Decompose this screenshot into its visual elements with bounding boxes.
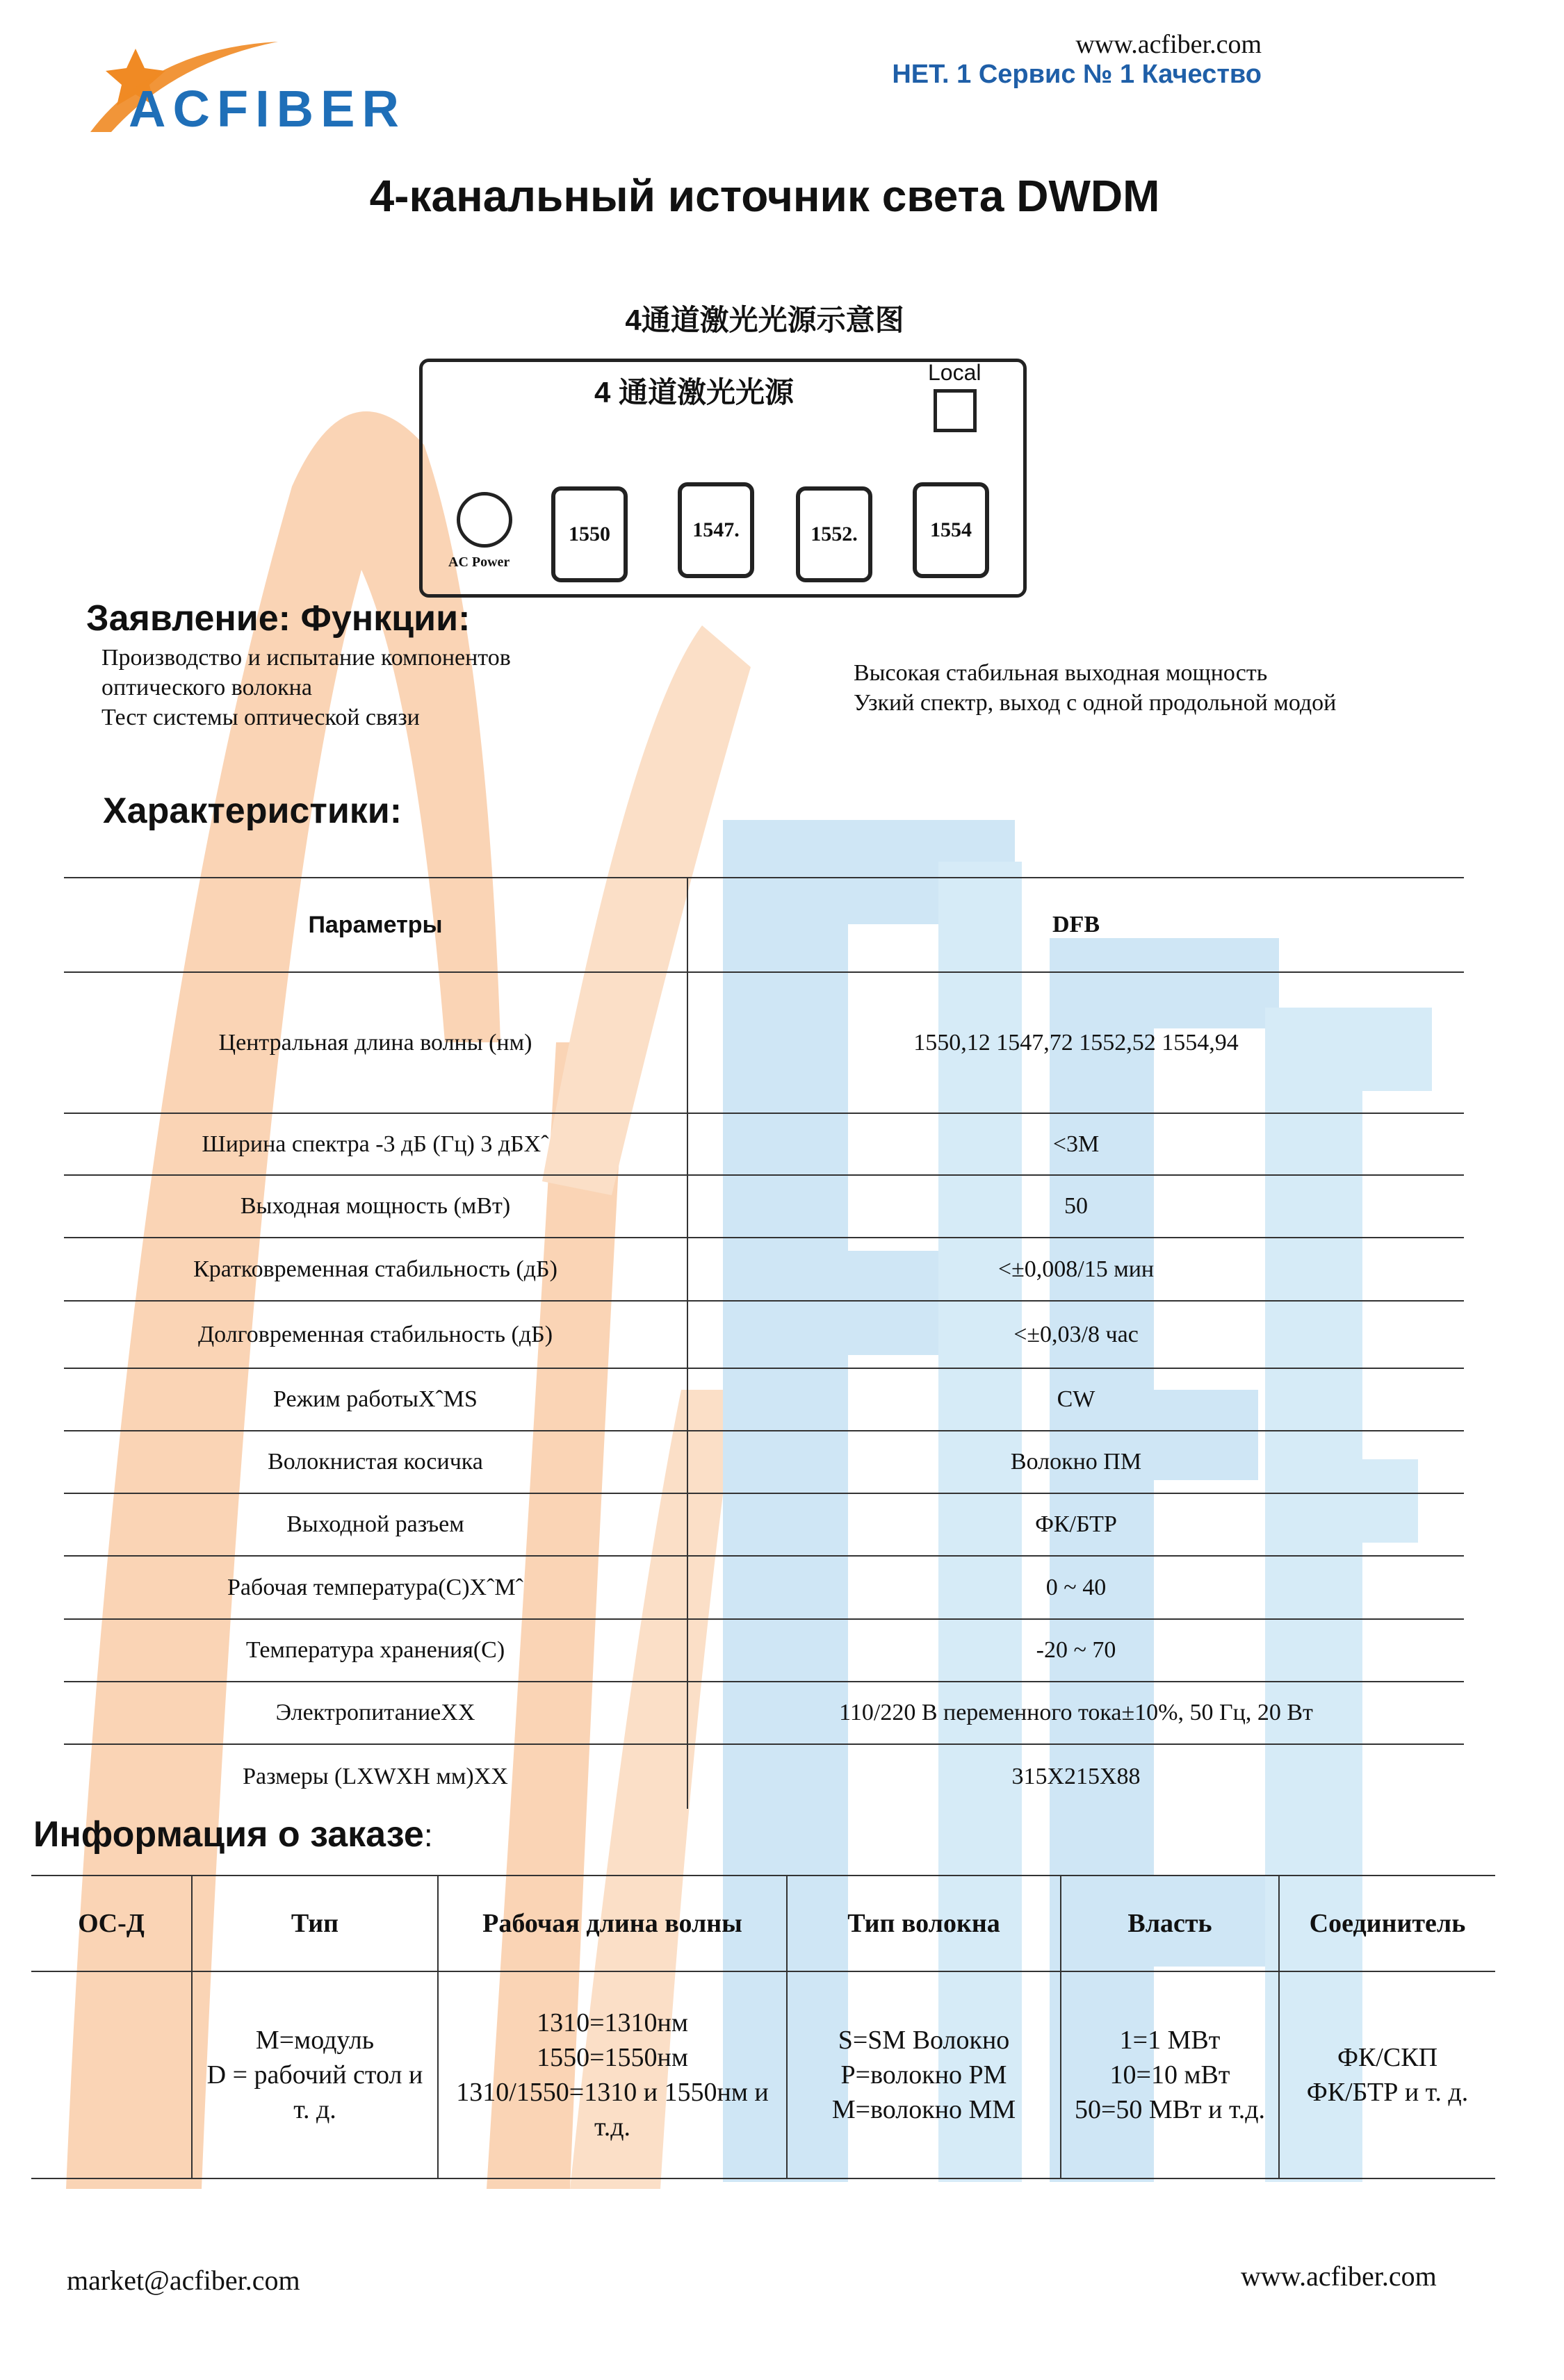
channel-key-1554: 1554 [913, 482, 989, 578]
functions-list-right [854, 658, 1336, 718]
table-row [64, 1619, 1464, 1682]
ordering-table [31, 1875, 1495, 2179]
diagram-caption: 4通道激光光源示意图 [625, 304, 904, 336]
header-url[interactable]: www.acfiber.com [1075, 30, 1262, 59]
order-col-header: OC-Д [31, 1876, 192, 1971]
order-col-header: Тип волокна [787, 1876, 1061, 1971]
spec-param: Выходной разъем [64, 1493, 687, 1556]
footer-email[interactable]: market@acfiber.com [67, 2265, 300, 2296]
spec-value: Волокно ПМ [687, 1431, 1464, 1493]
spec-param: Рабочая температура(C)XˆMˆ [64, 1556, 687, 1619]
table-row [64, 1682, 1464, 1744]
local-indicator [934, 389, 977, 432]
table-row [64, 972, 1464, 1113]
logo-text: ACFIBER [129, 80, 406, 138]
table-row [64, 1238, 1464, 1301]
order-cell: 1310=1310нм 1550=1550нм 1310/1550=1310 и 1550нм и т.д. [438, 1971, 787, 2178]
order-cell: ФК/СКП ФК/БТР и т. д. [1279, 1971, 1495, 2178]
spec-header-row [64, 878, 1464, 972]
table-row [64, 1556, 1464, 1619]
characteristics-heading: Характеристики: [103, 791, 402, 831]
spec-param: Долговременная стабильность (дБ) [64, 1301, 687, 1368]
spec-value: 0 ~ 40 [687, 1556, 1464, 1619]
spec-param: Волокнистая косичка [64, 1431, 687, 1493]
order-cell: S=SM Волокно P=волокно PM M=волокно MM [787, 1971, 1061, 2178]
order-col-header: Рабочая длина волны [438, 1876, 787, 1971]
header-slogan: НЕТ. 1 Сервис № 1 Качество [892, 60, 1262, 89]
statement-heading: Заявление: Функции: [86, 598, 471, 639]
order-col-header: Власть [1061, 1876, 1279, 1971]
spec-value: 110/220 В переменного тока±10%, 50 Гц, 20 Вт [687, 1682, 1464, 1744]
channel-key-1552: 1552. [796, 486, 872, 582]
table-row [64, 1113, 1464, 1175]
table-row [64, 1493, 1464, 1556]
functions-list-left [101, 643, 511, 732]
spec-param: ЭлектропитаниеXX [64, 1682, 687, 1744]
table-row [64, 1175, 1464, 1238]
power-label: AC Power [448, 555, 510, 570]
power-button-icon [457, 492, 512, 548]
order-col-header: Соединитель [1279, 1876, 1495, 1971]
company-logo [70, 35, 431, 139]
spec-header-value: DFB [687, 878, 1464, 972]
spec-value: CW [687, 1368, 1464, 1431]
function-item: Тест системы оптической связи [101, 705, 420, 730]
spec-header-param: Параметры [64, 878, 687, 972]
device-title: 4 通道激光光源 [594, 376, 795, 409]
table-row [64, 1368, 1464, 1431]
spec-param: Температура хранения(C) [64, 1619, 687, 1682]
table-row [31, 1971, 1495, 2178]
function-item: Узкий спектр, выход с одной продольной модой [854, 690, 1337, 716]
channel-key-1547: 1547. [678, 482, 754, 578]
spec-value: -20 ~ 70 [687, 1619, 1464, 1682]
spec-value: 50 [687, 1175, 1464, 1238]
spec-value: <±0,008/15 мин [687, 1238, 1464, 1301]
spec-param: Ширина спектра -3 дБ (Гц) 3 дБXˆ [64, 1113, 687, 1175]
table-row [64, 1431, 1464, 1493]
footer-url[interactable]: www.acfiber.com [1241, 2260, 1437, 2292]
spec-value: <±0,03/8 час [687, 1301, 1464, 1368]
channel-key-1550: 1550 [551, 486, 628, 582]
order-cell: M=модуль D = рабочий стол и т. д. [192, 1971, 438, 2178]
order-cell: 1=1 MBт 10=10 мВт 50=50 MBт и т.д. [1061, 1971, 1279, 2178]
ordering-heading-text: Информация о заказе [33, 1814, 424, 1855]
order-cell [31, 1971, 192, 2178]
order-col-header: Тип [192, 1876, 438, 1971]
page-title: 4-канальный источник света DWDM [369, 171, 1160, 221]
local-label: Local [928, 360, 981, 385]
spec-value: ФК/БТР [687, 1493, 1464, 1556]
spec-param: Центральная длина волны (нм) [64, 972, 687, 1113]
table-row [64, 1744, 1464, 1809]
spec-param: Кратковременная стабильность (дБ) [64, 1238, 687, 1301]
table-row [64, 1301, 1464, 1368]
spec-param: Размеры (LXWXH мм)XX [64, 1744, 687, 1809]
function-item: оптического волокна [101, 675, 312, 700]
function-item: Производство и испытание компонентов [101, 645, 511, 671]
ordering-heading [33, 1814, 433, 1855]
spec-param: Режим работыXˆMS [64, 1368, 687, 1431]
spec-param: Выходная мощность (мВт) [64, 1175, 687, 1238]
spec-table [64, 877, 1464, 1809]
ordering-heading-colon: : [423, 1817, 433, 1853]
spec-value: 1550,12 1547,72 1552,52 1554,94 [687, 972, 1464, 1113]
spec-value: 315X215X88 [687, 1744, 1464, 1809]
spec-value: <3M [687, 1113, 1464, 1175]
ordering-header-row [31, 1876, 1495, 1971]
function-item: Высокая стабильная выходная мощность [854, 660, 1268, 686]
